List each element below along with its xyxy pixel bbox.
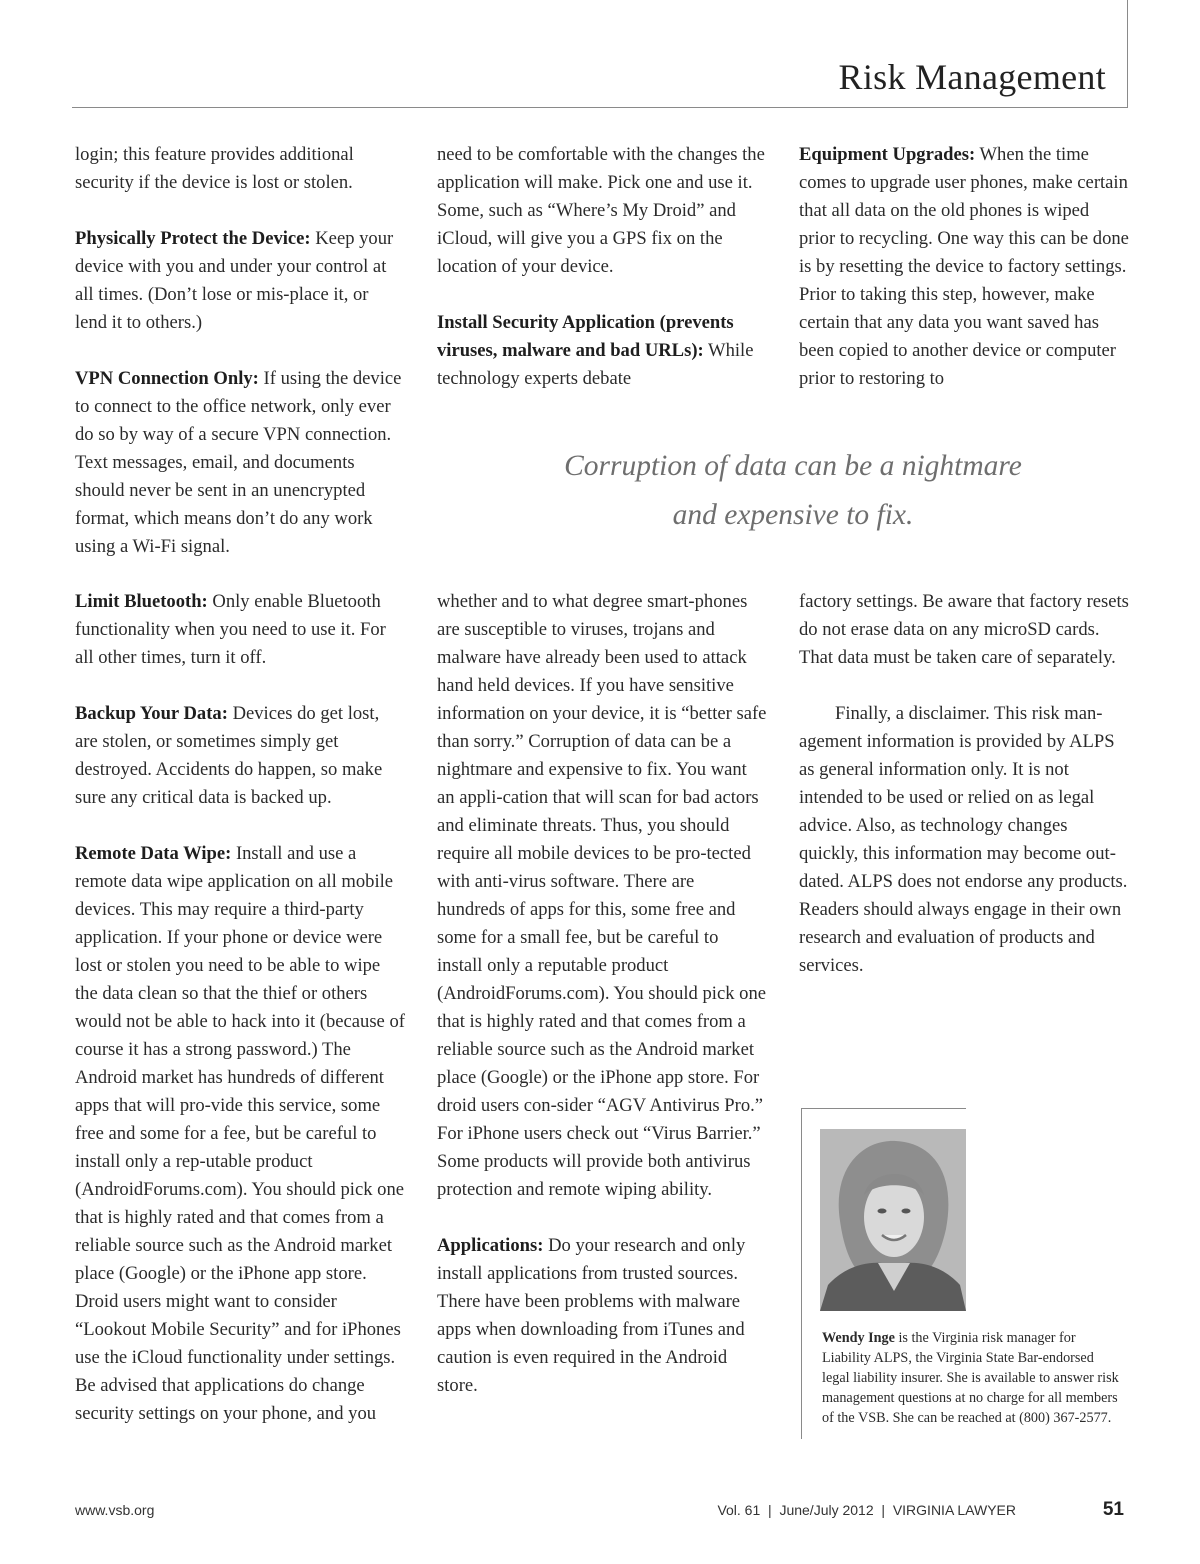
header-rule — [72, 107, 1128, 108]
footer-issue — [717, 1502, 1016, 1518]
paragraph — [75, 700, 405, 812]
column-1-top — [75, 141, 405, 561]
paragraph-heading: Backup Your Data: — [75, 703, 228, 724]
paragraph-heading: Limit Bluetooth: — [75, 591, 208, 612]
paragraph — [75, 588, 405, 672]
column-2-bottom — [437, 588, 767, 1400]
paragraph: login; this feature provides additional security if the device is lost or stolen. — [75, 144, 354, 193]
footer-issue-text: Vol. 61 | June/July 2012 | VIRGINIA LAWYER — [717, 1502, 1016, 1518]
paragraph-body: Only enable Bluetooth functionality when you need to use it. For all other times, turn it off. — [75, 591, 386, 668]
pull-quote-line: Corruption of data can be a nightmare — [564, 450, 1022, 482]
paragraph-body: Do your research and only install applications from trusted sources. There have been problems with malware apps when downloading from iTunes and caution is even required in the Android store. — [437, 1235, 746, 1396]
page-number: 51 — [1102, 1499, 1124, 1520]
column-2-top — [437, 141, 767, 393]
paragraph — [437, 309, 767, 393]
header-vertical-rule — [1127, 0, 1128, 108]
footer-website: www.vsb.org — [75, 1502, 155, 1518]
paragraph-heading: VPN Connection Only: — [75, 368, 259, 389]
paragraph — [75, 365, 405, 561]
paragraph: need to be comfortable with the changes the application will make. Pick one and use it. Some, such as “Where’s My Droid” and iCloud, will give you a GPS fix on the location of your device. — [437, 144, 765, 277]
author-portrait-image — [820, 1129, 966, 1311]
paragraph-heading: Applications: — [437, 1235, 544, 1256]
paragraph-body: When the time comes to upgrade user phones, make certain that all data on the old phones is wiped prior to recycling. One way this can be done is by resetting the device to factory settings. Prior to taking this step, however, make certain that any data you want saved has been copied to another device or computer prior to restoring to — [799, 144, 1129, 389]
paragraph-body: Keep your device with you and under your control at all times. (Don’t lose or mis-place it, or lend it to others.) — [75, 228, 394, 333]
author-photo — [820, 1129, 966, 1311]
paragraph — [437, 1232, 767, 1400]
section-title: Risk Management — [838, 57, 1106, 97]
paragraph — [799, 141, 1129, 393]
paragraph-heading: Remote Data Wipe: — [75, 843, 232, 864]
paragraph: factory settings. Be aware that factory resets do not erase data on any microSD cards. That data must be taken care of separately. — [799, 591, 1129, 668]
paragraph-body: Install and use a remote data wipe application on all mobile devices. This may require a third-party application. If your phone or device were lost or stolen you need to be able to wipe the data clean so that the thief or others would not be able to hack into it (because of course it has a strong password.) The Android market has hundreds of different apps that will pro-vide this service, some free and some for a fee, but be careful to install only a rep-utable product (AndroidForums.com). You should pick one that is highly rated and that comes from a reliable source such as the Android market place (Google) or the iPhone app store. Droid users might want to consider “Lookout Mobile Security” and for iPhones use the iCloud functionality under settings. Be advised that applications do change security settings on your phone, and you — [75, 843, 405, 1424]
column-1-bottom — [75, 588, 405, 1428]
paragraph-body: Devices do get lost, are stolen, or sometimes simply get destroyed. Accidents do happen, so make sure any critical data is backed up. — [75, 703, 383, 808]
column-3-bottom — [799, 588, 1129, 980]
column-3-top — [799, 141, 1129, 393]
paragraph: whether and to what degree smart-phones are susceptible to viruses, trojans and malware have already been used to attack hand held devices. If you have sensitive information on your device, it is “better safe than sorry.” Corruption of data can be a nightmare and expensive to fix. You want an appli-cation that will scan for bad actors and eliminate threats. Thus, you should require all mobile devices to be pro-tected with anti-virus software. There are hundreds of apps for this, some free and some for a small fee, but be careful to install only a reputable product (AndroidForums.com). You should pick one that is highly rated and that comes from a reliable source such as the Android market place (Google) or the iPhone app store. For droid users con-sider “AGV Antivirus Pro.” For iPhone users check out “Virus Barrier.” Some products will provide both antivirus protection and remote wiping ability. — [437, 591, 767, 1200]
author-name: Wendy Inge — [822, 1330, 895, 1346]
paragraph-body: If using the device to connect to the office network, only ever do so by way of a secure VPN connection. Text messages, email, and documents should never be sent in an unencrypted format, which means don’t do any work using a Wi-Fi signal. — [75, 368, 402, 557]
pull-quote — [430, 442, 1156, 540]
pull-quote-line: and expensive to fix. — [672, 499, 914, 531]
paragraph-heading: Install Security Application (prevents viruses, malware and bad URLs): — [437, 312, 734, 361]
paragraph-body: While technology experts debate — [437, 340, 754, 389]
disclaimer-paragraph: Finally, a disclaimer. This risk man-agement information is provided by ALPS as general information only. It is not intended to be used or relied on as legal advice. Also, as technology changes quickly, this information may become out-dated. ALPS does not endorse any products. Readers should always engage in their own research and evaluation of products and services. — [799, 703, 1128, 976]
paragraph-heading: Equipment Upgrades: — [799, 144, 976, 165]
paragraph — [75, 840, 405, 1428]
author-bio — [822, 1328, 1124, 1428]
author-bio-text: is the Virginia risk manager for Liability ALPS, the Virginia State Bar-endorsed legal liability insurer. She is available to answer risk management questions at no charge for all members of the VSB. She can be reached at (800) 367-2577. — [822, 1330, 1119, 1426]
paragraph — [75, 225, 405, 337]
paragraph-heading: Physically Protect the Device: — [75, 228, 311, 249]
